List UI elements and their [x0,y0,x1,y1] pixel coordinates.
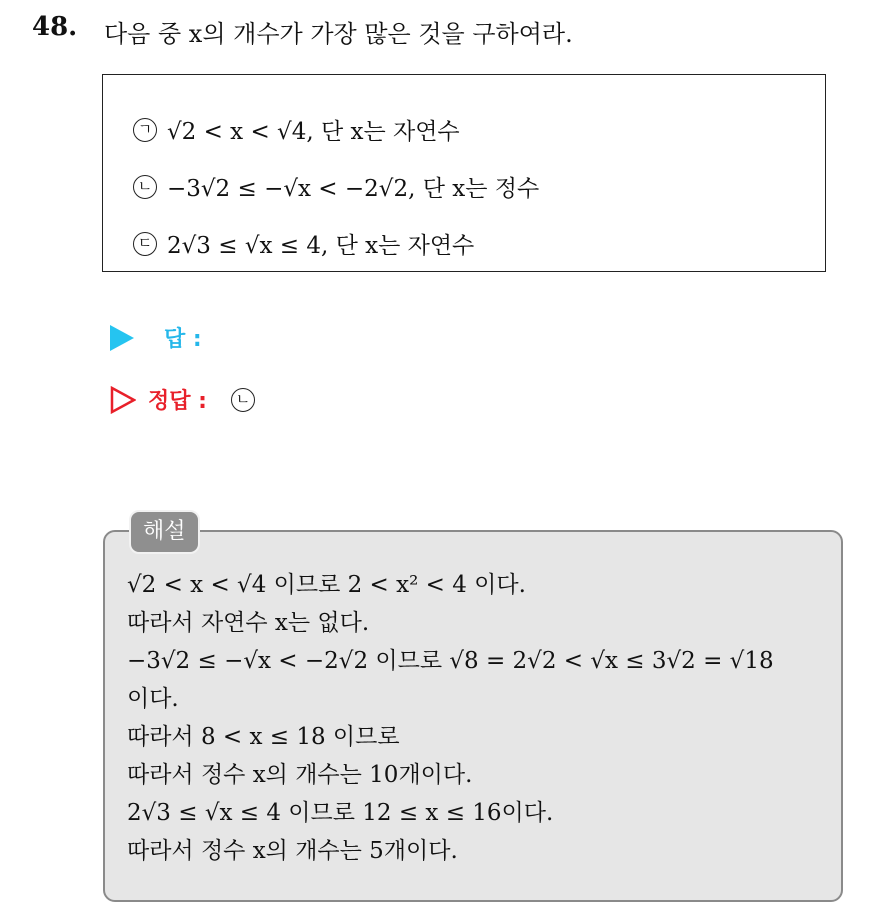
explanation-line: 따라서 정수 x의 개수는 10개이다. [127,762,473,788]
question-text: 다음 중 x의 개수가 가장 많은 것을 구하여라. [104,20,573,48]
condition-text-1: √2 < x < √4, 단 x는 자연수 [167,119,460,145]
explanation-line: 따라서 정수 x의 개수는 5개이다. [127,838,458,864]
explanation-lines [127,566,774,870]
question-number: 48. [32,12,78,42]
outline-triangle-icon [110,386,136,414]
condition-mark-2: ㄴ [133,175,157,199]
answer-row [110,322,202,353]
explanation-panel [103,530,843,902]
explanation-line: 이다. [127,686,179,712]
correct-answer-label: 정답 : [148,389,207,414]
condition-text-3: 2√3 ≤ √x ≤ 4, 단 x는 자연수 [167,233,475,259]
explanation-line: 2√3 ≤ √x ≤ 4 이므로 12 ≤ x ≤ 16이다. [127,800,554,826]
condition-text-2: −3√2 ≤ −√x < −2√2, 단 x는 정수 [167,176,540,202]
correct-answer-value: ㄴ [231,388,255,412]
explanation-line: 따라서 자연수 x는 없다. [127,610,370,636]
condition-mark-1: ㄱ [133,118,157,142]
conditions-box [102,74,826,272]
explanation-line: 따라서 8 < x ≤ 18 이므로 [127,724,400,750]
explanation-tag: 해설 [129,510,200,554]
condition-1 [133,113,460,146]
explanation-line: √2 < x < √4 이므로 2 < x² < 4 이다. [127,572,526,598]
condition-2 [133,170,539,203]
answer-label: 답 : [164,327,202,352]
play-triangle-icon [110,325,134,351]
explanation-line: −3√2 ≤ −√x < −2√2 이므로 √8 = 2√2 < √x ≤ 3√2 = √18 [127,648,774,674]
condition-3 [133,227,474,260]
condition-mark-3: ㄷ [133,232,157,256]
correct-answer-row [110,384,255,415]
